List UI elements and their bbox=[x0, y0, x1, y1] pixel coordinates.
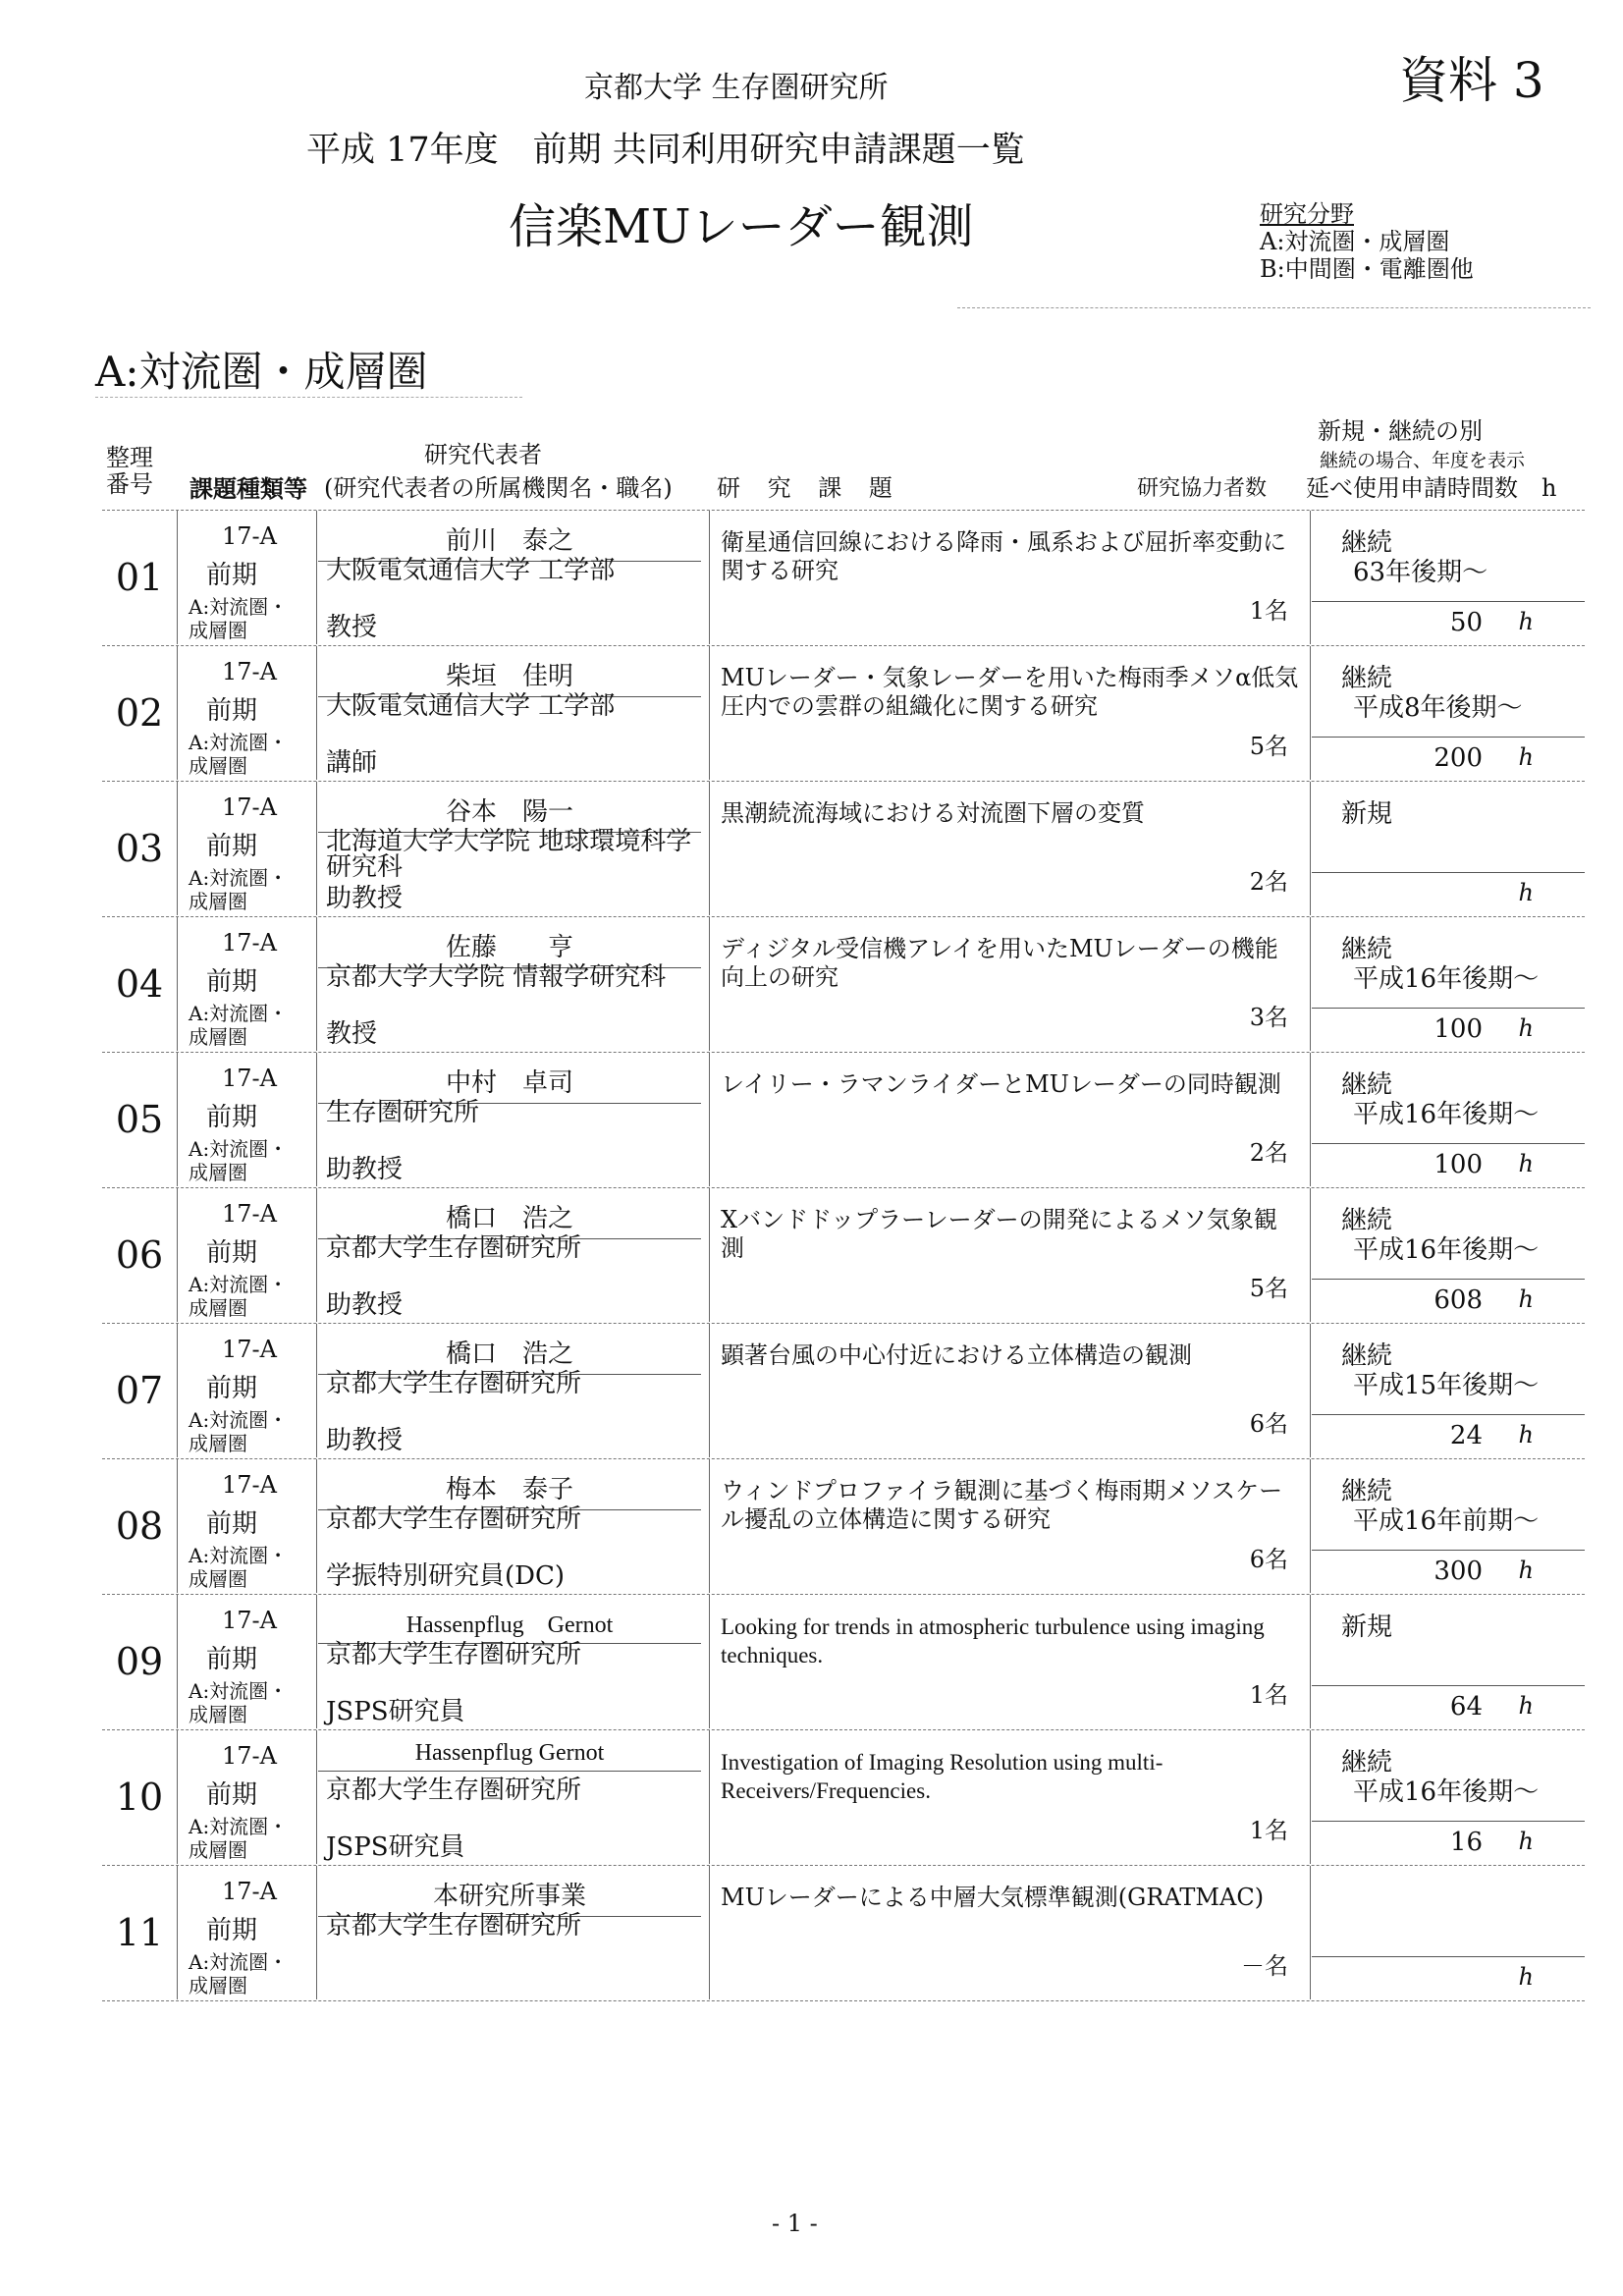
row-number: 08 bbox=[102, 1459, 178, 1593]
status-cell bbox=[1312, 646, 1585, 780]
row-number: 11 bbox=[102, 1866, 178, 1999]
representative-cell bbox=[318, 1324, 710, 1457]
representative-cell bbox=[318, 917, 710, 1051]
fields-label: 研究分野 bbox=[1260, 200, 1354, 228]
collaborator-count: 1名 bbox=[1249, 597, 1288, 625]
col-header-new-or-continued-note: 継続の場合、年度を表示 bbox=[1320, 450, 1526, 471]
type-cell bbox=[179, 646, 317, 780]
topic-cell bbox=[713, 646, 1311, 780]
position: 助教授 bbox=[326, 1155, 404, 1184]
term: 前期 bbox=[206, 1509, 258, 1539]
research-topic: Looking for trends in atmospheric turbulence using imaging techniques. bbox=[721, 1614, 1265, 1667]
representative-cell bbox=[318, 1730, 710, 1864]
position: 教授 bbox=[326, 613, 378, 642]
representative-name: 本研究所事業 bbox=[318, 1876, 701, 1917]
hours-unit: h bbox=[1518, 1014, 1534, 1042]
representative-name: 柴垣 佳明 bbox=[318, 656, 701, 697]
hours-box bbox=[1312, 1685, 1585, 1727]
field-line-1: A:対流圏・ bbox=[189, 1815, 289, 1838]
field-line-1: A:対流圏・ bbox=[189, 1137, 289, 1161]
col-header-type: 課題種類等 bbox=[189, 474, 307, 503]
representative-cell bbox=[318, 1053, 710, 1186]
continued-since: 平成16年後期〜 bbox=[1353, 1100, 1540, 1129]
research-topic: MUレーダーによる中層大気標準観測(GRATMAC) bbox=[721, 1884, 1265, 1911]
term: 前期 bbox=[206, 832, 258, 861]
representative-name: 橋口 浩之 bbox=[318, 1334, 701, 1375]
collaborator-count: －名 bbox=[1241, 1952, 1288, 1980]
research-topic: ウィンドプロファイラ観測に基づく梅雨期メソスケール擾乱の立体構造に関する研究 bbox=[721, 1477, 1283, 1533]
topic-cell bbox=[713, 1866, 1311, 1999]
collaborator-count: 5名 bbox=[1249, 733, 1288, 760]
table-row bbox=[102, 646, 1585, 782]
hours-unit: h bbox=[1518, 1421, 1534, 1449]
document-title: 信楽MUレーダー観測 bbox=[509, 199, 974, 254]
representative-name: 梅本 泰子 bbox=[318, 1469, 701, 1510]
type-code: 17-A bbox=[222, 1065, 277, 1092]
type-cell bbox=[179, 917, 317, 1051]
field-line-2: 成層圏 bbox=[189, 1838, 247, 1862]
new-or-continued: 継続 bbox=[1341, 1341, 1393, 1371]
collaborator-count: 2名 bbox=[1249, 1139, 1288, 1167]
representative-name: 谷本 陽一 bbox=[318, 792, 701, 833]
col-header-affiliation: (研究代表者の所属機関名・職名) bbox=[324, 474, 673, 502]
status-cell bbox=[1312, 1866, 1585, 1999]
hours-box bbox=[1312, 737, 1585, 779]
row-number: 09 bbox=[102, 1595, 178, 1728]
row-number: 05 bbox=[102, 1053, 178, 1186]
table-row bbox=[102, 510, 1585, 646]
affiliation: 京都大学大学院 情報学研究科 bbox=[326, 962, 667, 992]
table-row bbox=[102, 1866, 1585, 2001]
table-row bbox=[102, 1188, 1585, 1324]
affiliation: 大阪電気通信大学 工学部 bbox=[326, 691, 616, 721]
affiliation: 京都大学生存圏研究所 bbox=[326, 1911, 582, 1941]
representative-name: Hassenpflug Gernot bbox=[318, 1740, 701, 1772]
requested-hours: 50 bbox=[1449, 608, 1483, 637]
research-topic: MUレーダー・気象レーダーを用いた梅雨季メソα低気圧内での雲群の組織化に関する研究 bbox=[721, 664, 1299, 720]
new-or-continued: 継続 bbox=[1341, 1206, 1393, 1235]
document-subtitle: 平成 17年度 前期 共同利用研究申請課題一覧 bbox=[306, 131, 1025, 170]
representative-name: 前川 泰之 bbox=[318, 520, 701, 562]
status-cell bbox=[1312, 1730, 1585, 1864]
term: 前期 bbox=[206, 967, 258, 997]
representative-cell bbox=[318, 782, 710, 915]
new-or-continued: 継続 bbox=[1341, 1477, 1393, 1506]
collaborator-count: 5名 bbox=[1249, 1275, 1288, 1302]
document-number: 資料 3 bbox=[1399, 52, 1544, 109]
affiliation: 生存圏研究所 bbox=[326, 1098, 480, 1127]
institute-name: 京都大学 生存圏研究所 bbox=[584, 71, 889, 105]
requested-hours: 64 bbox=[1449, 1692, 1483, 1722]
position: JSPS研究員 bbox=[326, 1697, 465, 1726]
position: JSPS研究員 bbox=[326, 1832, 465, 1862]
field-line-2: 成層圏 bbox=[189, 1567, 247, 1591]
research-topic: Investigation of Imaging Resolution using multi-Receivers/Frequencies. bbox=[721, 1750, 1163, 1803]
representative-cell bbox=[318, 1866, 710, 1999]
position: 助教授 bbox=[326, 1290, 404, 1320]
hours-unit: h bbox=[1518, 1828, 1534, 1855]
status-cell bbox=[1312, 1053, 1585, 1186]
representative-cell bbox=[318, 1595, 710, 1728]
type-cell bbox=[179, 511, 317, 644]
continued-since: 平成16年後期〜 bbox=[1353, 964, 1540, 994]
continued-since: 平成16年後期〜 bbox=[1353, 1235, 1540, 1265]
type-cell bbox=[179, 1459, 317, 1593]
field-line-1: A:対流圏・ bbox=[189, 1544, 289, 1567]
term: 前期 bbox=[206, 696, 258, 726]
collaborator-count: 2名 bbox=[1249, 868, 1288, 896]
topic-cell bbox=[713, 511, 1311, 644]
term: 前期 bbox=[206, 1374, 258, 1403]
type-code: 17-A bbox=[222, 1200, 277, 1228]
hours-box bbox=[1312, 1414, 1585, 1456]
field-line-1: A:対流圏・ bbox=[189, 1273, 289, 1296]
type-code: 17-A bbox=[222, 1607, 277, 1634]
affiliation: 京都大学生存圏研究所 bbox=[326, 1233, 582, 1263]
field-a-label: A:対流圏・成層圏 bbox=[1260, 228, 1450, 255]
hours-unit: h bbox=[1518, 1150, 1534, 1177]
new-or-continued: 継続 bbox=[1341, 1748, 1393, 1777]
representative-cell bbox=[318, 646, 710, 780]
section-underline bbox=[95, 397, 522, 398]
affiliation: 京都大学生存圏研究所 bbox=[326, 1776, 582, 1805]
application-table bbox=[102, 510, 1585, 2001]
research-topic: 衛星通信回線における降雨・風系および屈折率変動に関する研究 bbox=[721, 528, 1286, 584]
requested-hours: 24 bbox=[1449, 1421, 1483, 1450]
term: 前期 bbox=[206, 1916, 258, 1945]
status-cell bbox=[1312, 782, 1585, 915]
new-or-continued: 継続 bbox=[1341, 664, 1393, 693]
hours-box bbox=[1312, 601, 1585, 643]
col-header-number: 整理 番号 bbox=[106, 444, 153, 498]
field-line-2: 成層圏 bbox=[189, 890, 247, 913]
term: 前期 bbox=[206, 1780, 258, 1810]
type-cell bbox=[179, 1730, 317, 1864]
topic-cell bbox=[713, 1595, 1311, 1728]
type-code: 17-A bbox=[222, 1878, 277, 1905]
research-topic: Xバンドドップラーレーダーの開発によるメソ気象観測 bbox=[721, 1206, 1277, 1262]
field-line-1: A:対流圏・ bbox=[189, 1002, 289, 1025]
col-header-representative: 研究代表者 bbox=[424, 441, 542, 468]
field-line-2: 成層圏 bbox=[189, 754, 247, 778]
hours-unit: h bbox=[1518, 1692, 1534, 1720]
row-number: 03 bbox=[102, 782, 178, 915]
type-code: 17-A bbox=[222, 1471, 277, 1499]
topic-cell bbox=[713, 1459, 1311, 1593]
topic-cell bbox=[713, 917, 1311, 1051]
field-line-2: 成層圏 bbox=[189, 1161, 247, 1184]
new-or-continued: 新規 bbox=[1341, 799, 1393, 829]
topic-cell bbox=[713, 782, 1311, 915]
continued-since: 63年後期〜 bbox=[1353, 558, 1488, 587]
term: 前期 bbox=[206, 1103, 258, 1132]
position: 講師 bbox=[326, 748, 378, 778]
hours-box bbox=[1312, 872, 1585, 914]
table-row bbox=[102, 1324, 1585, 1459]
type-cell bbox=[179, 1324, 317, 1457]
field-line-2: 成層圏 bbox=[189, 1432, 247, 1455]
collaborator-count: 6名 bbox=[1249, 1546, 1288, 1573]
representative-name: 佐藤 亨 bbox=[318, 927, 701, 968]
page-number: - 1 - bbox=[772, 2210, 818, 2237]
hours-box bbox=[1312, 1821, 1585, 1863]
affiliation: 京都大学生存圏研究所 bbox=[326, 1504, 582, 1534]
field-line-1: A:対流圏・ bbox=[189, 1408, 289, 1432]
representative-cell bbox=[318, 1459, 710, 1593]
continued-since: 平成15年後期〜 bbox=[1353, 1371, 1540, 1400]
table-row bbox=[102, 917, 1585, 1053]
affiliation: 京都大学生存圏研究所 bbox=[326, 1640, 582, 1669]
field-line-1: A:対流圏・ bbox=[189, 866, 289, 890]
research-topic: ディジタル受信機アレイを用いたMUレーダーの機能向上の研究 bbox=[721, 935, 1278, 991]
research-topic: 顕著台風の中心付近における立体構造の観測 bbox=[721, 1341, 1192, 1369]
requested-hours: 100 bbox=[1434, 1014, 1483, 1044]
continued-since: 平成16年後期〜 bbox=[1353, 1777, 1540, 1807]
requested-hours: 100 bbox=[1434, 1150, 1483, 1179]
requested-hours: 300 bbox=[1434, 1557, 1483, 1586]
collaborator-count: 3名 bbox=[1249, 1004, 1288, 1031]
row-number: 02 bbox=[102, 646, 178, 780]
status-cell bbox=[1312, 1188, 1585, 1322]
table-row bbox=[102, 1053, 1585, 1188]
hours-unit: h bbox=[1518, 1963, 1534, 1991]
table-row bbox=[102, 782, 1585, 917]
collaborator-count: 1名 bbox=[1249, 1817, 1288, 1844]
term: 前期 bbox=[206, 561, 258, 590]
requested-hours: 16 bbox=[1449, 1828, 1483, 1857]
col-header-topic: 研 究 課 題 bbox=[717, 474, 902, 502]
table-row bbox=[102, 1459, 1585, 1595]
research-fields-legend bbox=[1260, 200, 1474, 283]
field-line-2: 成層圏 bbox=[189, 1296, 247, 1320]
status-cell bbox=[1312, 1459, 1585, 1593]
field-line-2: 成層圏 bbox=[189, 619, 247, 642]
status-cell bbox=[1312, 1595, 1585, 1728]
requested-hours: 608 bbox=[1434, 1285, 1483, 1315]
row-number: 01 bbox=[102, 511, 178, 644]
research-topic: レイリー・ラマンライダーとMUレーダーの同時観測 bbox=[721, 1070, 1281, 1098]
position: 助教授 bbox=[326, 1426, 404, 1455]
field-line-2: 成層圏 bbox=[189, 1703, 247, 1726]
hours-unit: h bbox=[1518, 1557, 1534, 1584]
type-code: 17-A bbox=[222, 522, 277, 550]
type-code: 17-A bbox=[222, 793, 277, 821]
new-or-continued: 新規 bbox=[1341, 1613, 1393, 1642]
position: 助教授 bbox=[326, 884, 404, 913]
field-line-1: A:対流圏・ bbox=[189, 1950, 289, 1974]
row-number: 06 bbox=[102, 1188, 178, 1322]
hours-unit: h bbox=[1518, 1285, 1534, 1313]
topic-cell bbox=[713, 1053, 1311, 1186]
row-number: 04 bbox=[102, 917, 178, 1051]
affiliation: 大阪電気通信大学 工学部 bbox=[326, 556, 616, 585]
representative-cell bbox=[318, 1188, 710, 1322]
hours-unit: h bbox=[1518, 879, 1534, 906]
topic-cell bbox=[713, 1188, 1311, 1322]
hours-box bbox=[1312, 1143, 1585, 1185]
status-cell bbox=[1312, 1324, 1585, 1457]
topic-cell bbox=[713, 1730, 1311, 1864]
col-header-new-or-continued: 新規・継続の別 bbox=[1318, 417, 1483, 445]
hours-box bbox=[1312, 1550, 1585, 1592]
requested-hours: 200 bbox=[1434, 743, 1483, 773]
representative-name: 橋口 浩之 bbox=[318, 1198, 701, 1239]
status-cell bbox=[1312, 511, 1585, 644]
section-title: A:対流圏・成層圏 bbox=[95, 348, 428, 396]
hours-box bbox=[1312, 1956, 1585, 1998]
field-line-2: 成層圏 bbox=[189, 1025, 247, 1049]
type-cell bbox=[179, 1866, 317, 1999]
row-number: 10 bbox=[102, 1730, 178, 1864]
new-or-continued: 継続 bbox=[1341, 935, 1393, 964]
table-row bbox=[102, 1595, 1585, 1730]
hours-unit: h bbox=[1518, 743, 1534, 771]
row-number: 07 bbox=[102, 1324, 178, 1457]
hours-box bbox=[1312, 1008, 1585, 1050]
term: 前期 bbox=[206, 1238, 258, 1268]
position: 学振特別研究員(DC) bbox=[326, 1561, 566, 1591]
type-code: 17-A bbox=[222, 1336, 277, 1363]
term: 前期 bbox=[206, 1645, 258, 1674]
type-cell bbox=[179, 1188, 317, 1322]
hours-unit: h bbox=[1518, 608, 1534, 635]
field-line-1: A:対流圏・ bbox=[189, 1679, 289, 1703]
collaborator-count: 1名 bbox=[1249, 1681, 1288, 1709]
type-code: 17-A bbox=[222, 929, 277, 957]
field-line-1: A:対流圏・ bbox=[189, 731, 289, 754]
position: 教授 bbox=[326, 1019, 378, 1049]
table-row bbox=[102, 1730, 1585, 1866]
new-or-continued: 継続 bbox=[1341, 528, 1393, 558]
collaborator-count: 6名 bbox=[1249, 1410, 1288, 1438]
status-cell bbox=[1312, 917, 1585, 1051]
topic-cell bbox=[713, 1324, 1311, 1457]
col-header-collaborators: 研究協力者数 bbox=[1137, 476, 1268, 501]
representative-cell bbox=[318, 511, 710, 644]
research-topic: 黒潮続流海域における対流圏下層の変質 bbox=[721, 799, 1145, 827]
type-cell bbox=[179, 1595, 317, 1728]
type-code: 17-A bbox=[222, 1742, 277, 1770]
field-line-1: A:対流圏・ bbox=[189, 595, 289, 619]
affiliation: 北海道大学大学院 地球環境科学研究科 bbox=[326, 827, 692, 882]
representative-name: 中村 卓司 bbox=[318, 1063, 701, 1104]
new-or-continued: 継続 bbox=[1341, 1070, 1393, 1100]
field-b-label: B:中間圏・電離圏他 bbox=[1260, 255, 1474, 283]
type-code: 17-A bbox=[222, 658, 277, 685]
continued-since: 平成8年後期〜 bbox=[1353, 693, 1523, 723]
col-header-hours: 延べ使用申請時間数 h bbox=[1306, 474, 1557, 502]
header-divider bbox=[957, 307, 1591, 308]
continued-since: 平成16年前期〜 bbox=[1353, 1506, 1540, 1536]
representative-name: Hassenpflug Gernot bbox=[318, 1605, 701, 1644]
affiliation: 京都大学生存圏研究所 bbox=[326, 1369, 582, 1398]
type-cell bbox=[179, 1053, 317, 1186]
type-cell bbox=[179, 782, 317, 915]
field-line-2: 成層圏 bbox=[189, 1974, 247, 1997]
hours-box bbox=[1312, 1279, 1585, 1321]
